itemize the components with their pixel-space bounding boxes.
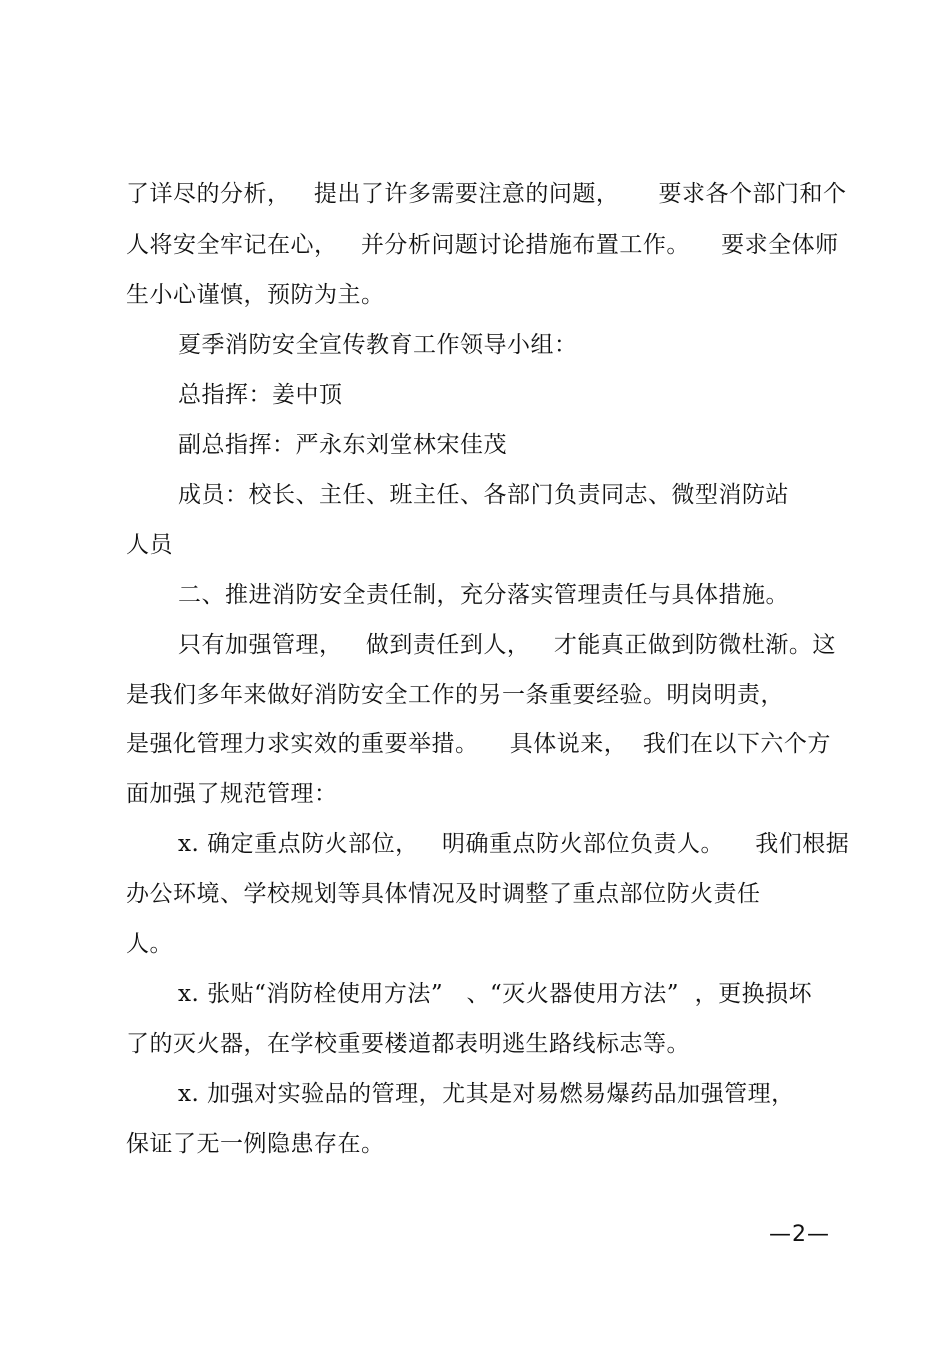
body-text-line: 只有加强管理， 做到责任到人， 才能真正做到防微杜渐。这 — [178, 632, 836, 658]
list-item: x. 加强对实验品的管理，尤其是对易燃易爆药品加强管理， — [178, 1081, 795, 1107]
section-heading: 二、推进消防安全责任制，充分落实管理责任与具体措施。 — [178, 582, 789, 608]
body-text-line: 生小心谨慎，预防为主。 — [126, 282, 385, 308]
body-text-line: 人。 — [126, 931, 173, 957]
page-number: —2— — [769, 1222, 830, 1247]
body-text-line: 人将安全牢记在心， 并分析问题讨论措施布置工作。 要求全体师 — [126, 232, 839, 258]
body-text-line: 成员：校长、主任、班主任、各部门负责同志、微型消防站 — [178, 482, 789, 508]
body-text-line: 总指挥：姜中顶 — [178, 382, 343, 408]
body-text-line: 副总指挥：严永东刘堂林宋佳茂 — [178, 432, 507, 458]
body-text-line: 面加强了规范管理： — [126, 781, 338, 807]
body-text-line: 办公环境、学校规划等具体情况及时调整了重点部位防火责任 — [126, 881, 761, 907]
body-text-line: 是我们多年来做好消防安全工作的另一条重要经验。明岗明责， — [126, 682, 784, 708]
body-text-line: 保证了无一例隐患存在。 — [126, 1131, 385, 1157]
body-text-line: 了的灭火器，在学校重要楼道都表明逃生路线标志等。 — [126, 1031, 690, 1057]
body-text-line: 是强化管理力求实效的重要举措。 具体说来， 我们在以下六个方 — [126, 731, 831, 757]
body-text-line: 人员 — [126, 532, 173, 558]
body-text-line: 了详尽的分析， 提出了许多需要注意的问题， 要求各个部门和个 — [126, 181, 847, 207]
list-item: x. 确定重点防火部位， 明确重点防火部位负责人。 我们根据 — [178, 831, 850, 857]
section-heading: 夏季消防安全宣传教育工作领导小组： — [178, 332, 578, 358]
list-item: x. 张贴“消防栓使用方法” 、“灭火器使用方法” ，更换损坏 — [178, 981, 813, 1007]
